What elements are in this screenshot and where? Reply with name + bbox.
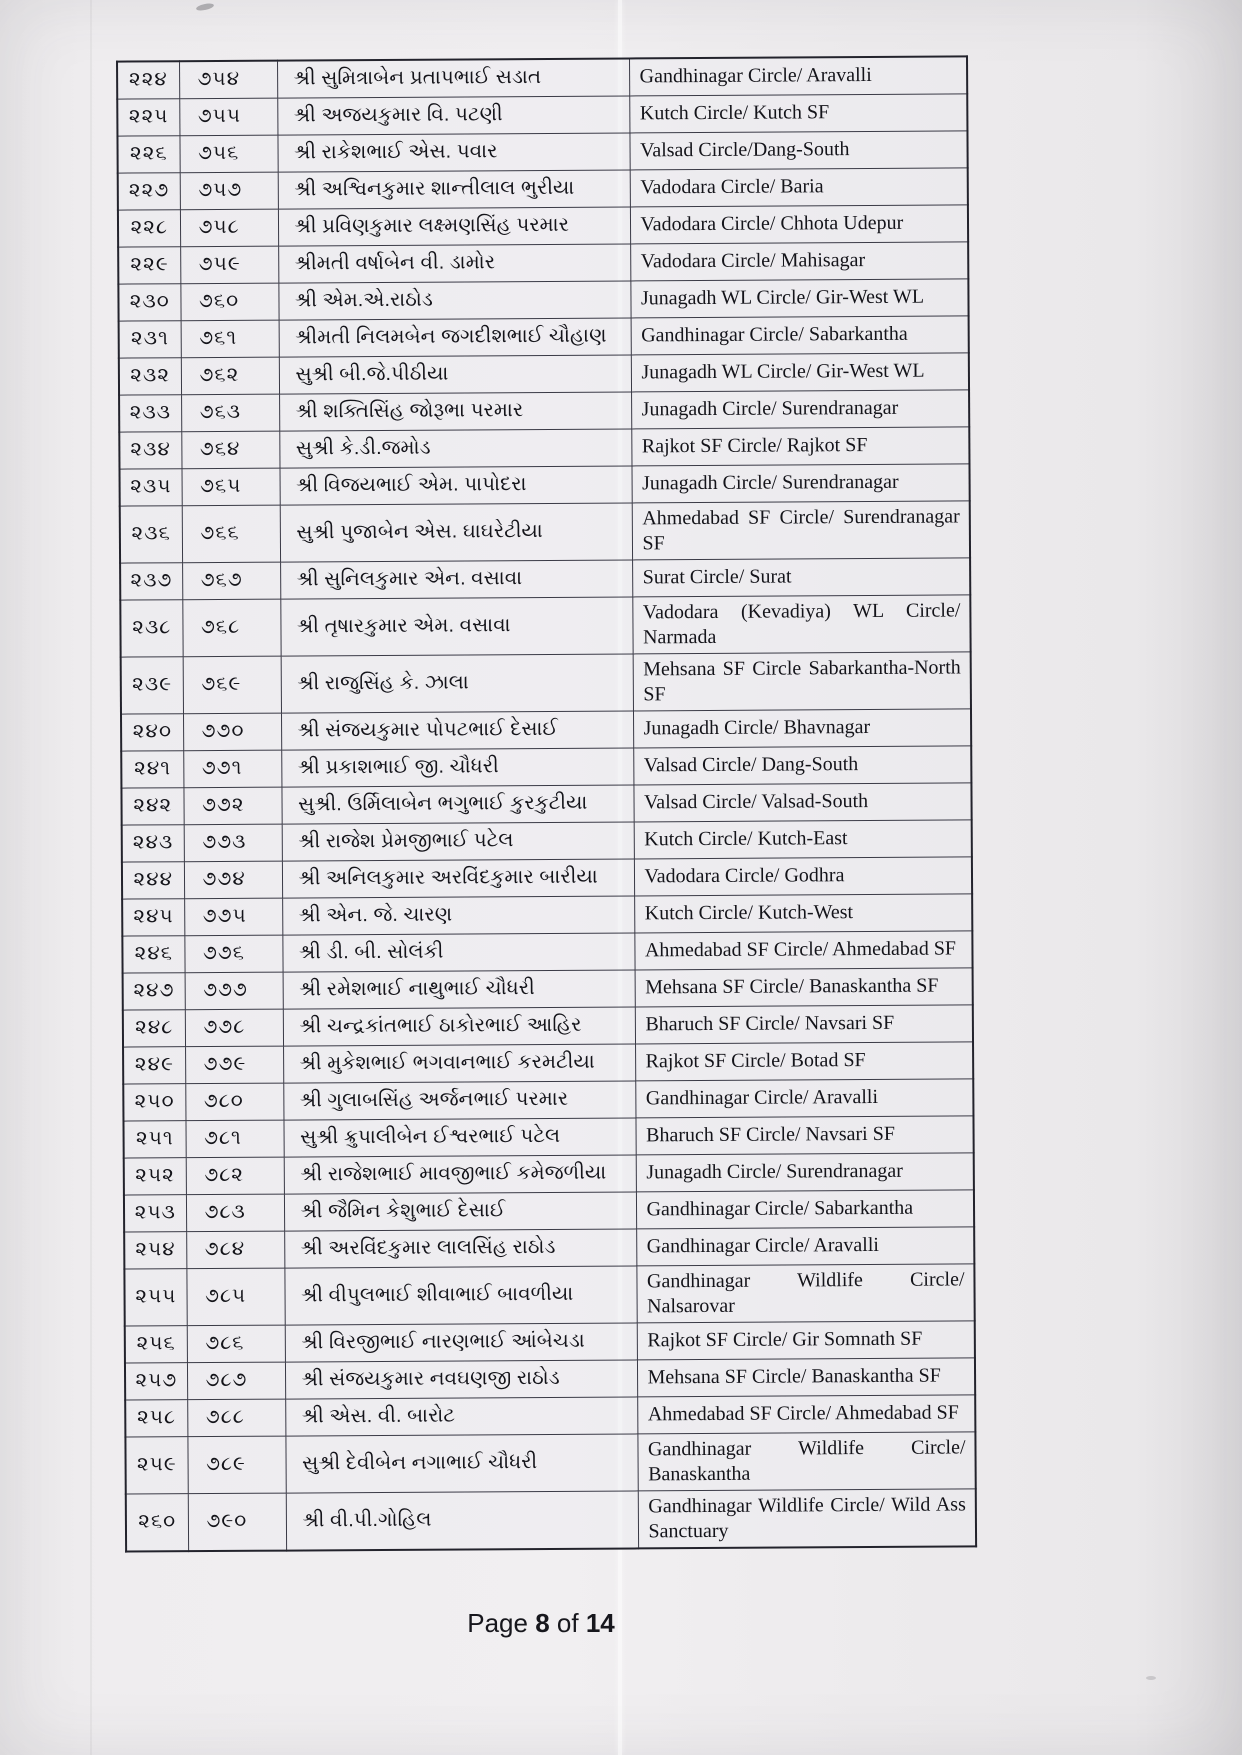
officer-name-cell: શ્રી શક્તિસિંહ જોરૂભા પરમાર xyxy=(279,391,631,430)
circle-division-cell: Junagadh Circle/ Bhavnagar xyxy=(633,708,971,747)
circle-division-cell: Vadodara Circle/ Baria xyxy=(630,167,968,206)
table-row xyxy=(126,1488,976,1551)
seniority-number-cell: ૭૫૯ xyxy=(180,246,278,284)
circle-division-cell: Bharuch SF Circle/ Navsari SF xyxy=(635,1004,973,1043)
serial-cell: ૨૨૪ xyxy=(117,61,179,98)
seniority-number-cell: ૭૫૫ xyxy=(179,98,277,136)
officer-name-cell: શ્રીમતી વર્ષાબેન વી. ડામોર xyxy=(278,243,630,282)
serial-cell: ૨૫૭ xyxy=(125,1362,187,1399)
serial-cell: ૨૫૦ xyxy=(123,1083,185,1120)
serial-cell: ૨૪૭ xyxy=(123,972,185,1009)
seniority-number-cell: ૭૮૩ xyxy=(186,1194,284,1232)
circle-division-cell: Gandhinagar Wildlife Circle/ Wild Ass Sanctuary xyxy=(638,1488,976,1548)
circle-division-cell: Junagadh Circle/ Surendranagar xyxy=(631,463,969,502)
table-row xyxy=(121,708,971,750)
officer-name-cell: શ્રી ડી. બી. સોલંકી xyxy=(282,932,634,971)
circle-division-cell: Junagadh WL Circle/ Gir-West WL xyxy=(631,352,969,391)
officer-name-cell: સુશ્રી પુજાબેન એસ. ઘાઘરેટીયા xyxy=(280,502,632,561)
table-row xyxy=(119,426,969,468)
serial-cell: ૨૪૯ xyxy=(123,1046,185,1083)
seniority-number-cell: ૭૮૮ xyxy=(187,1399,285,1437)
serial-cell: ૨૩૫ xyxy=(120,468,182,505)
serial-cell: ૨૪૪ xyxy=(122,861,184,898)
seniority-number-cell: ૭૭૫ xyxy=(184,898,282,936)
seniority-number-cell: ૭૫૮ xyxy=(180,209,278,247)
officer-name-cell: શ્રી વીપુલભાઈ શીવાભાઈ બાવળીયા xyxy=(284,1265,636,1324)
seniority-number-cell: ૭૬૬ xyxy=(182,505,280,563)
serial-cell: ૨૨૫ xyxy=(117,98,179,135)
circle-division-cell: Vadodara Circle/ Godhra xyxy=(634,856,972,895)
seniority-number-cell: ૭૭૯ xyxy=(185,1046,283,1084)
serial-cell: ૨૬૦ xyxy=(126,1493,188,1551)
table-row xyxy=(123,967,973,1009)
officer-name-cell: સુશ્રી દેવીબેન નગાભાઈ ચૌધરી xyxy=(285,1433,637,1492)
serial-cell: ૨૫૩ xyxy=(124,1194,186,1231)
serial-cell: ૨૩૦ xyxy=(118,283,180,320)
circle-division-cell: Mehsana SF Circle Sabarkantha-North SF xyxy=(633,651,971,710)
table-row xyxy=(118,278,968,320)
seniority-number-cell: ૭૬૪ xyxy=(181,431,279,469)
circle-division-cell: Gandhinagar Circle/ Sabarkantha xyxy=(636,1189,974,1228)
seniority-number-cell: ૭૮૬ xyxy=(187,1325,285,1363)
serial-cell: ૨૫૮ xyxy=(125,1399,187,1436)
circle-division-cell: Vadodara Circle/ Chhota Udepur xyxy=(630,204,968,243)
officer-name-cell: શ્રી રાજેશભાઈ માવજીભાઈ કમેજળીયા xyxy=(284,1154,636,1193)
table-row xyxy=(118,167,968,209)
seniority-number-cell: ૭૭૬ xyxy=(184,935,282,973)
officer-name-cell: સુશ્રી કે.ડી.જમોડ xyxy=(279,428,631,467)
circle-division-cell: Kutch Circle/ Kutch-East xyxy=(634,819,972,858)
serial-cell: ૨૩૭ xyxy=(120,562,182,599)
table-row xyxy=(123,1115,973,1157)
seniority-number-cell: ૭૭૮ xyxy=(185,1009,283,1047)
seniority-number-cell: ૭૮૧ xyxy=(185,1120,283,1158)
serial-cell: ૨૩૧ xyxy=(119,320,181,357)
seniority-number-cell: ૭૮૦ xyxy=(185,1083,283,1121)
scan-smudge xyxy=(196,2,215,12)
table-row xyxy=(118,241,968,283)
serial-cell: ૨૩૬ xyxy=(120,505,182,562)
table-row xyxy=(123,1078,973,1120)
seniority-number-cell: ૭૭૩ xyxy=(184,824,282,862)
officer-name-cell: શ્રી સુનિલકુમાર એન. વસાવા xyxy=(280,559,632,598)
table-row xyxy=(117,93,967,135)
seniority-number-cell: ૭૬૦ xyxy=(180,283,278,321)
table-row xyxy=(121,745,971,787)
officer-name-cell: શ્રી સુમિત્રાબેન પ્રતાપભાઈ સડાત xyxy=(277,58,629,97)
officer-name-cell: શ્રી એસ. વી. બારોટ xyxy=(285,1396,637,1435)
table-row xyxy=(125,1320,975,1362)
circle-division-cell: Valsad Circle/ Dang-South xyxy=(633,745,971,784)
circle-division-cell: Bharuch SF Circle/ Navsari SF xyxy=(635,1115,973,1154)
officer-name-cell: શ્રી પ્રકાશભાઈ જી. ચૌધરી xyxy=(281,747,633,786)
officer-name-cell: શ્રી રાકેશભાઈ એસ. પવાર xyxy=(277,132,629,171)
officer-name-cell: શ્રી એમ.એ.રાઠોડ xyxy=(278,280,630,319)
seniority-number-cell: ૭૯૦ xyxy=(188,1493,286,1551)
officer-name-cell: શ્રી અજયકુમાર વિ. પટણી xyxy=(277,95,629,134)
seniority-number-cell: ૭૮૯ xyxy=(187,1436,285,1494)
table-row xyxy=(119,352,969,394)
footer-total-pages: 14 xyxy=(585,1608,615,1638)
serial-cell: ૨૫૫ xyxy=(124,1268,186,1325)
table-row xyxy=(121,651,971,713)
table-row xyxy=(120,594,970,656)
serial-cell: ૨૩૪ xyxy=(119,431,181,468)
page-footer xyxy=(116,1608,966,1639)
table-row xyxy=(117,130,967,172)
officer-table-container xyxy=(116,55,975,1552)
seniority-number-cell: ૭૫૭ xyxy=(180,172,278,210)
table-row xyxy=(123,1041,973,1083)
serial-cell: ૨૪૬ xyxy=(122,935,184,972)
officer-name-cell: શ્રી એન. જે. ચારણ xyxy=(282,895,634,934)
serial-cell: ૨૩૨ xyxy=(119,357,181,394)
circle-division-cell: Gandhinagar Wildlife Circle/ Nalsarovar xyxy=(636,1263,974,1322)
circle-division-cell: Valsad Circle/Dang-South xyxy=(629,130,967,169)
table-row xyxy=(122,819,972,861)
officer-name-cell: શ્રી સંજયકુમાર નવઘણજી રાઠોડ xyxy=(285,1359,637,1398)
officer-name-cell: શ્રી અનિલકુમાર અરવિંદકુમાર બારીયા xyxy=(282,858,634,897)
officer-name-cell: શ્રી પ્રવિણકુમાર લક્ષ્મણસિંહ પરમાર xyxy=(278,206,630,245)
seniority-number-cell: ૭૭૧ xyxy=(183,750,281,788)
seniority-number-cell: ૭૫૪ xyxy=(179,61,277,99)
circle-division-cell: Ahmedabad SF Circle/ Ahmedabad SF xyxy=(634,930,972,969)
officer-name-cell: શ્રી ચન્દ્રકાંતભાઈ ઠાકોરભાઈ આહિર xyxy=(283,1006,635,1045)
circle-division-cell: Rajkot SF Circle/ Botad SF xyxy=(635,1041,973,1080)
circle-division-cell: Valsad Circle/ Valsad-South xyxy=(633,782,971,821)
circle-division-cell: Junagadh Circle/ Surendranagar xyxy=(636,1152,974,1191)
table-row xyxy=(122,893,972,935)
table-row xyxy=(117,56,967,98)
serial-cell: ૨૫૪ xyxy=(124,1231,186,1268)
circle-division-cell: Mehsana SF Circle/ Banaskantha SF xyxy=(637,1357,975,1396)
table-row xyxy=(122,856,972,898)
footer-of-label: of xyxy=(556,1608,579,1638)
seniority-number-cell: ૭૭૭ xyxy=(185,972,283,1010)
officer-name-cell: શ્રી રમેશભાઈ નાથુભાઈ ચૌધરી xyxy=(283,969,635,1008)
serial-cell: ૨૨૮ xyxy=(118,209,180,246)
serial-cell: ૨૪૮ xyxy=(123,1009,185,1046)
serial-cell: ૨૩૯ xyxy=(121,656,183,713)
seniority-number-cell: ૭૮૨ xyxy=(186,1157,284,1195)
table-row xyxy=(125,1431,975,1493)
serial-cell: ૨૫૬ xyxy=(125,1325,187,1362)
seniority-number-cell: ૭૬૭ xyxy=(182,562,280,600)
table-row xyxy=(125,1357,975,1399)
serial-cell: ૨૫૨ xyxy=(124,1157,186,1194)
seniority-number-cell: ૭૮૫ xyxy=(186,1268,284,1326)
table-row xyxy=(118,204,968,246)
table-row xyxy=(124,1152,974,1194)
circle-division-cell: Ahmedabad SF Circle/ Ahmedabad SF xyxy=(637,1394,975,1433)
circle-division-cell: Gandhinagar Circle/ Aravalli xyxy=(635,1078,973,1117)
circle-division-cell: Rajkot SF Circle/ Rajkot SF xyxy=(631,426,969,465)
circle-division-cell: Ahmedabad SF Circle/ Surendranagar SF xyxy=(632,500,970,559)
officer-name-cell: શ્રી મુકેશભાઈ ભગવાનભાઈ કરમટીયા xyxy=(283,1043,635,1082)
serial-cell: ૨૪૦ xyxy=(121,713,183,750)
serial-cell: ૨૫૧ xyxy=(123,1120,185,1157)
circle-division-cell: Junagadh WL Circle/ Gir-West WL xyxy=(630,278,968,317)
officer-name-cell: શ્રી રાજેશ પ્રેમજીભાઈ પટેલ xyxy=(282,821,634,860)
table-row xyxy=(119,315,969,357)
seniority-number-cell: ૭૭૦ xyxy=(183,713,281,751)
serial-cell: ૨૨૬ xyxy=(117,135,179,172)
seniority-number-cell: ૭૬૨ xyxy=(181,357,279,395)
seniority-number-cell: ૭૫૬ xyxy=(179,135,277,173)
footer-page-label: Page xyxy=(467,1608,528,1638)
table-row xyxy=(124,1189,974,1231)
seniority-number-cell: ૭૬૧ xyxy=(181,320,279,358)
table-row xyxy=(125,1394,975,1436)
officer-name-cell: સુશ્રી બી.જે.પીઠીયા xyxy=(279,354,631,393)
officer-name-cell: સુશ્રી. ઉર્મિલાબેન ભગુભાઈ કુરકુટીયા xyxy=(281,784,633,823)
officer-name-cell: શ્રી જૈમિન કેશુભાઈ દેસાઈ xyxy=(284,1191,636,1230)
serial-cell: ૨૨૯ xyxy=(118,246,180,283)
table-row xyxy=(124,1226,974,1268)
table-row xyxy=(120,557,970,599)
scan-speck xyxy=(1146,1676,1156,1680)
table-row xyxy=(121,782,971,824)
circle-division-cell: Vadodara (Kevadiya) WL Circle/ Narmada xyxy=(632,594,970,653)
serial-cell: ૨૪૫ xyxy=(122,898,184,935)
officer-name-cell: શ્રી રાજુસિંહ કે. ઝાલા xyxy=(281,653,633,712)
seniority-number-cell: ૭૬૯ xyxy=(183,656,281,714)
officer-name-cell: શ્રીમતી નિલમબેન જગદીશભાઈ ચૌહાણ xyxy=(279,317,631,356)
table-row xyxy=(120,500,970,562)
circle-division-cell: Gandhinagar Wildlife Circle/ Banaskantha xyxy=(637,1431,975,1490)
officer-name-cell: શ્રી ગુલાબસિંહ અર્જનભાઈ પરમાર xyxy=(283,1080,635,1119)
officer-name-cell: શ્રી વિરજીભાઈ નારણભાઈ આંબેચડા xyxy=(285,1322,637,1361)
circle-division-cell: Gandhinagar Circle/ Aravalli xyxy=(629,56,967,95)
serial-cell: ૨૨૭ xyxy=(118,172,180,209)
circle-division-cell: Rajkot SF Circle/ Gir Somnath SF xyxy=(637,1320,975,1359)
table-row xyxy=(122,930,972,972)
circle-division-cell: Junagadh Circle/ Surendranagar xyxy=(631,389,969,428)
officer-name-cell: શ્રી અરવિંદકુમાર લાલસિંહ રાઠોડ xyxy=(284,1228,636,1267)
seniority-number-cell: ૭૭૨ xyxy=(183,787,281,825)
officer-name-cell: સુશ્રી ક્રુપાલીબેન ઈશ્વરભાઈ પટેલ xyxy=(283,1117,635,1156)
officer-name-cell: શ્રી તૃષારકુમાર એમ. વસાવા xyxy=(280,596,632,655)
circle-division-cell: Vadodara Circle/ Mahisagar xyxy=(630,241,968,280)
paper-crease-left xyxy=(90,0,92,1755)
serial-cell: ૨૩૮ xyxy=(120,599,182,656)
seniority-number-cell: ૭૬૫ xyxy=(181,468,279,506)
officer-table-body xyxy=(117,56,976,1551)
circle-division-cell: Gandhinagar Circle/ Sabarkantha xyxy=(631,315,969,354)
officer-name-cell: શ્રી વિજયભાઈ એમ. પાપોદરા xyxy=(279,465,631,504)
seniority-number-cell: ૭૬૮ xyxy=(182,599,280,657)
circle-division-cell: Kutch Circle/ Kutch SF xyxy=(629,93,967,132)
footer-page-number: 8 xyxy=(535,1608,550,1638)
serial-cell: ૨૫૯ xyxy=(125,1436,187,1493)
circle-division-cell: Kutch Circle/ Kutch-West xyxy=(634,893,972,932)
table-row xyxy=(119,389,969,431)
circle-division-cell: Surat Circle/ Surat xyxy=(632,557,970,596)
serial-cell: ૨૪૩ xyxy=(122,824,184,861)
serial-cell: ૨૪૨ xyxy=(121,787,183,824)
circle-division-cell: Gandhinagar Circle/ Aravalli xyxy=(636,1226,974,1265)
serial-cell: ૨૪૧ xyxy=(121,750,183,787)
table-row xyxy=(123,1004,973,1046)
seniority-number-cell: ૭૮૪ xyxy=(186,1231,284,1269)
table-row xyxy=(120,463,970,505)
circle-division-cell: Mehsana SF Circle/ Banaskantha SF xyxy=(635,967,973,1006)
officer-seniority-table xyxy=(116,55,977,1552)
scan-shadow-right xyxy=(1132,0,1242,1755)
officer-name-cell: શ્રી સંજયકુમાર પોપટભાઈ દેસાઈ xyxy=(281,710,633,749)
seniority-number-cell: ૭૬૩ xyxy=(181,394,279,432)
serial-cell: ૨૩૩ xyxy=(119,394,181,431)
seniority-number-cell: ૭૭૪ xyxy=(184,861,282,899)
seniority-number-cell: ૭૮૭ xyxy=(187,1362,285,1400)
table-row xyxy=(124,1263,974,1325)
officer-name-cell: શ્રી અશ્વિનકુમાર શાન્તીલાલ ભુરીયા xyxy=(278,169,630,208)
officer-name-cell: શ્રી વી.પી.ગોહિલ xyxy=(286,1490,638,1550)
